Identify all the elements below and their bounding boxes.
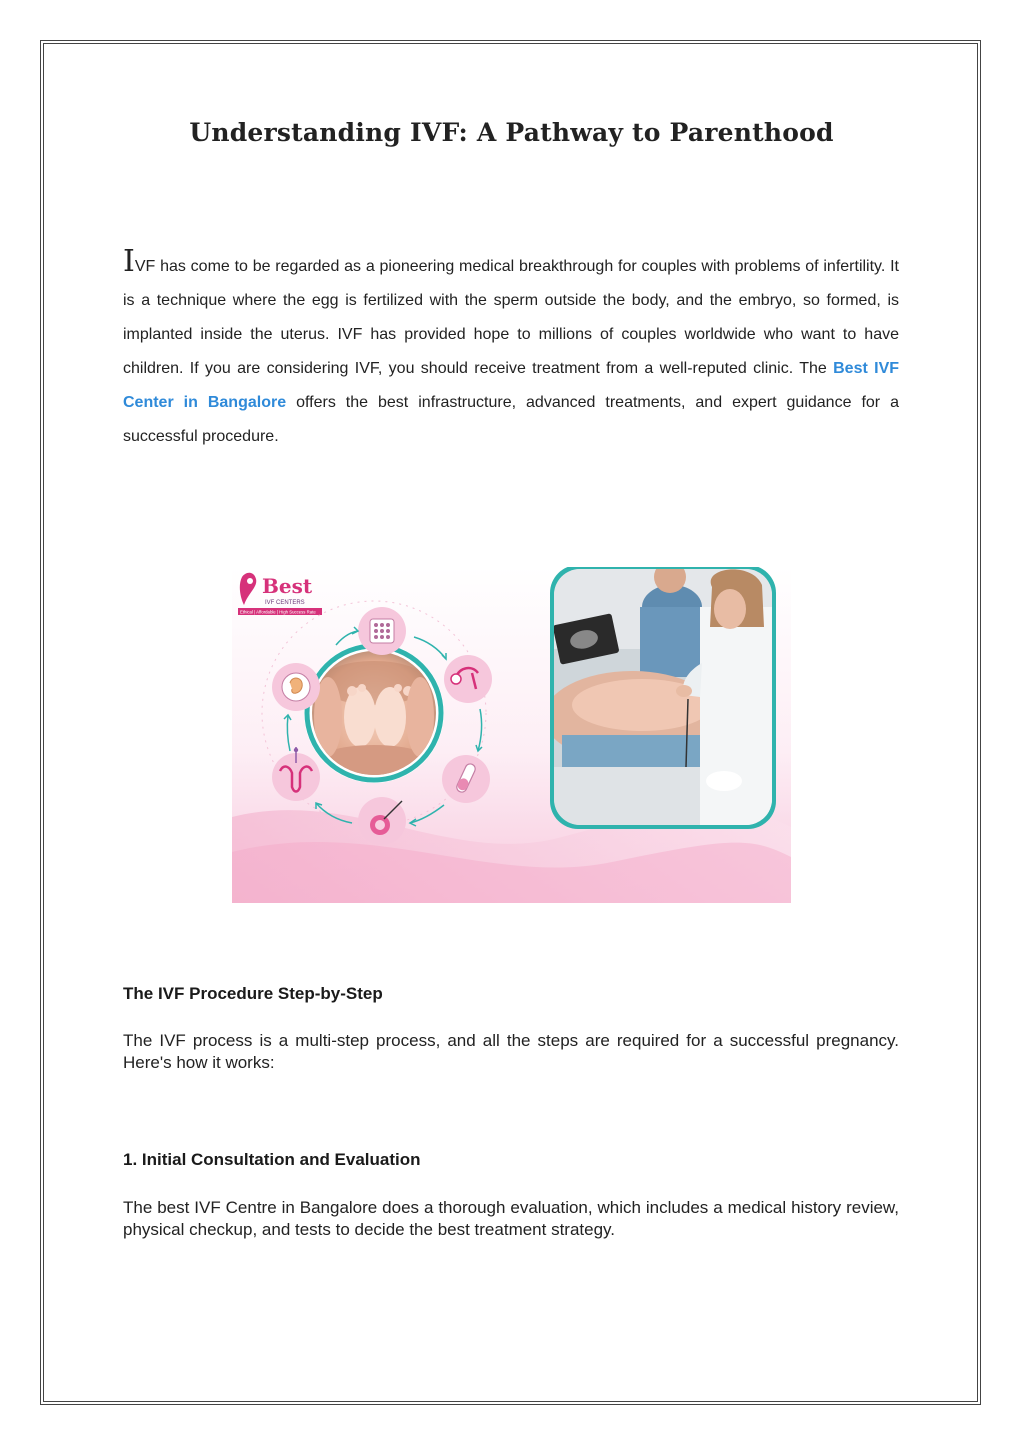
- ovary-tube-icon: [444, 655, 492, 703]
- logo-tagline: Ethical | Affordable | High Success Rate: [240, 609, 316, 615]
- best-ivf-center-link[interactable]: Best IVF Center in Bangalore: [123, 360, 900, 411]
- intro-text-end: offers the best infrastructure, advanced treatments, and expert guidance for a successful procedure.: [123, 394, 900, 445]
- pill-pack-icon: [358, 607, 406, 655]
- section-heading-procedure: The IVF Procedure Step-by-Step: [123, 984, 383, 1003]
- egg-injection-icon: [358, 797, 406, 845]
- step-1-heading: 1. Initial Consultation and Evaluation: [123, 1150, 421, 1169]
- ultrasound-photo: [544, 567, 776, 829]
- test-tube-icon: [442, 755, 490, 803]
- intro-paragraph: [123, 244, 900, 454]
- document-title: Understanding IVF: A Pathway to Parenthood: [189, 118, 834, 147]
- drop-cap: I: [123, 244, 135, 279]
- procedure-paragraph: The IVF process is a multi-step process, and all the steps are required for a successful pregnancy. Here's how it works:: [123, 1031, 899, 1072]
- hero-image: [232, 567, 791, 903]
- intro-text: VF has come to be regarded as a pioneering medical breakthrough for couples with problems of infertility. It is a technique where the egg is fertilized with the sperm outside the body, and the embryo, so formed, is implanted inside the uterus. IVF has provided hope to millions of couples worldwide who want to have children. If you are considering IVF, you should receive treatment from a well-reputed clinic. The: [123, 258, 899, 377]
- logo-sub-text: IVF CENTERS: [265, 600, 305, 606]
- embryo-icon: [272, 663, 320, 711]
- logo-brand-text: Best: [262, 574, 313, 598]
- step-1-paragraph: The best IVF Centre in Bangalore does a thorough evaluation, which includes a medical history review, physical checkup, and tests to decide the best treatment strategy.: [123, 1198, 899, 1239]
- baby-feet-circle: [304, 643, 444, 783]
